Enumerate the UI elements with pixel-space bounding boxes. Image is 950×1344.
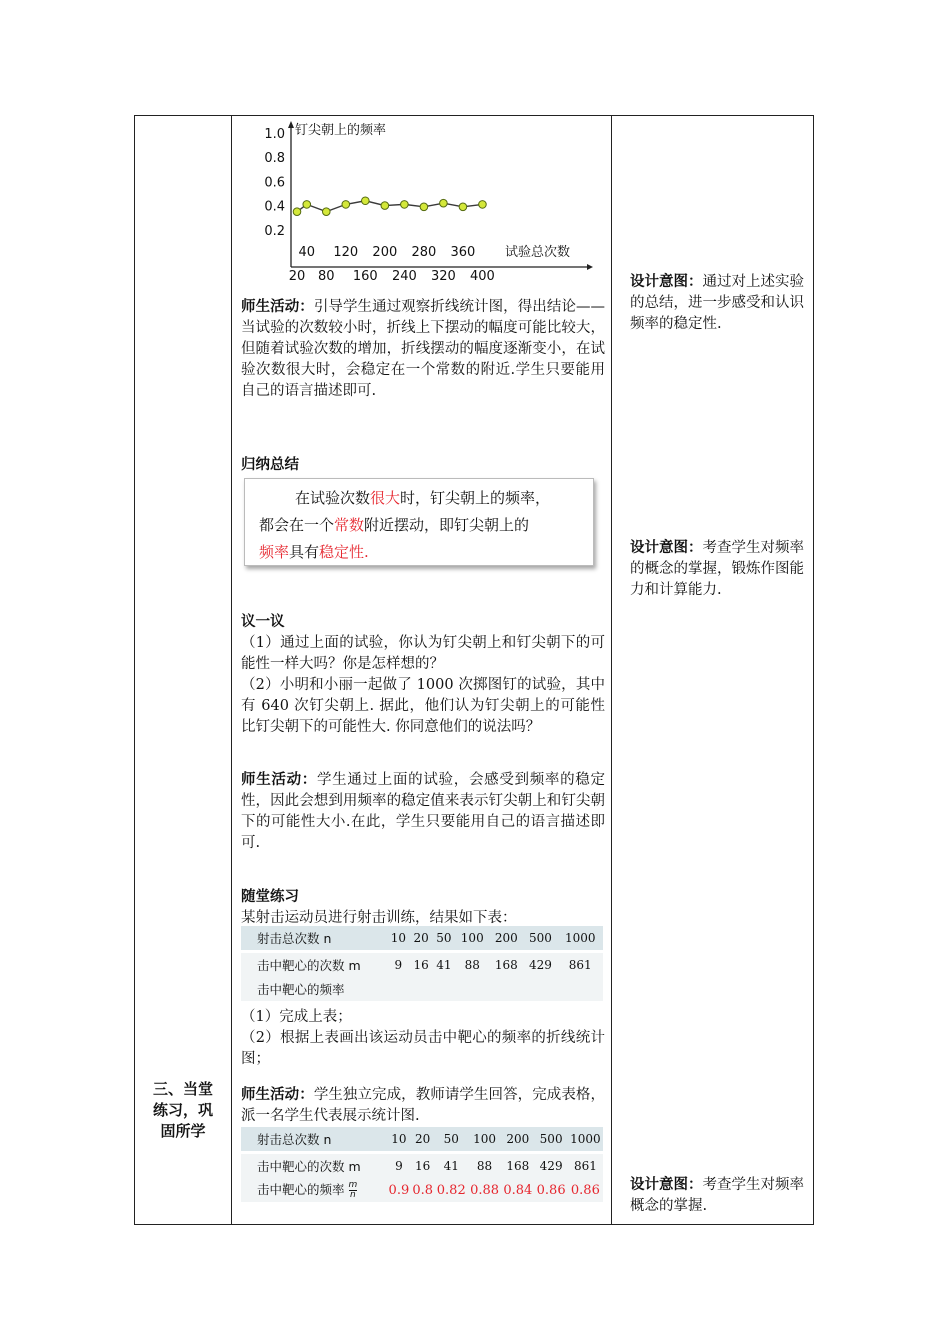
- data-point: [420, 203, 428, 211]
- table-cell: 0.9: [388, 1182, 410, 1198]
- x-tick-label: 240: [391, 269, 417, 284]
- practice-task-1: （1）完成上表；: [241, 1009, 352, 1025]
- x-tick-label: 80: [318, 269, 335, 284]
- practice-section: [241, 887, 605, 929]
- x-tick-label: 280: [411, 245, 437, 260]
- practice-intro: 某射击运动员进行射击训练，结果如下表：: [241, 910, 517, 926]
- x-tick-label: 200: [372, 245, 398, 260]
- table-cell: 0.86: [570, 1182, 600, 1198]
- discuss-question-2: （2）小明和小丽一起做了 1000 次掷图钉的试验，其中有 640 次钉尖朝上. 据此，他们认为钉尖朝上的可能性比钉尖朝下的可能性大. 你同意他们的说法吗？: [241, 677, 605, 735]
- activity-1: [241, 297, 605, 402]
- summary-highlight: 频率: [259, 543, 290, 561]
- table-cell: 1000: [568, 1127, 603, 1151]
- table-cell: 16: [415, 1159, 431, 1173]
- row-label-text: 击中靶心的频率: [257, 1182, 345, 1197]
- summary-highlight: 常数: [334, 516, 365, 534]
- stage-label: 三、当堂练习，巩固所学: [152, 1080, 213, 1140]
- practice-task-2: （2）根据上表画出该运动员击中靶心的频率的折线统计图；: [241, 1030, 605, 1067]
- table-row: [241, 1178, 603, 1202]
- design-intent-label: 设计意图：: [630, 1177, 703, 1193]
- table-cell: 500: [523, 926, 557, 950]
- x-axis-arrow: [587, 264, 593, 270]
- table-cell: 10: [387, 926, 410, 950]
- table-cell: 861: [573, 1159, 597, 1173]
- activity-2: [241, 770, 605, 854]
- x-tick-label: 120: [333, 245, 359, 260]
- summary-text: 附近摆动，即钉尖朝上的: [364, 516, 530, 534]
- table-row: [241, 977, 603, 1001]
- practice-heading: 随堂练习: [241, 889, 299, 905]
- table-cell: 41: [443, 1159, 459, 1173]
- activity-2-text: 学生通过上面的试验，会感受到频率的稳定性，因此会想到用频率的稳定值来表示钉尖朝上和钉尖朝下的可能性大小.在此，学生只要能用自己的语言描述即可.: [241, 772, 606, 851]
- activity-1-label: 师生活动：: [241, 299, 314, 315]
- table-cell: 100: [455, 926, 489, 950]
- table-cell: 50: [432, 926, 455, 950]
- table-row-label: 射击总次数 n: [241, 1127, 387, 1151]
- fraction-numerator: m: [348, 1180, 358, 1190]
- design-intent-label: 设计意图：: [630, 540, 703, 556]
- summary-line-2: [259, 512, 579, 539]
- summary-line-1: [259, 485, 579, 512]
- lesson-table: [134, 115, 814, 1225]
- table-cell: 0.88: [470, 1182, 500, 1198]
- activity-3-label: 师生活动：: [241, 1087, 314, 1103]
- design-intent-label: 设计意图：: [630, 274, 703, 290]
- fraction-m-over-n: [349, 1181, 358, 1200]
- table-cell: 9: [395, 1159, 403, 1173]
- design-intent-text: 考查学生对频率的概念的掌握，锻炼作图能力和计算能力.: [630, 540, 804, 598]
- table-cell: 20: [411, 1127, 435, 1151]
- table-cell: 200: [501, 1127, 534, 1151]
- table-cell: 10: [387, 1127, 411, 1151]
- table-row: [241, 926, 603, 950]
- data-point: [303, 201, 311, 209]
- frequency-line-chart: [241, 119, 601, 284]
- data-point: [401, 201, 409, 209]
- summary-text: 都会在一个: [259, 516, 335, 534]
- summary-line-3: [259, 539, 579, 566]
- y-tick-label: 0.6: [264, 175, 285, 191]
- y-tick-label: 1.0: [264, 127, 285, 142]
- table-row-label: [241, 1178, 387, 1202]
- data-point: [342, 201, 350, 209]
- activity-2-label: 师生活动：: [241, 772, 317, 788]
- table-cell: 1000: [557, 926, 603, 950]
- design-intent-text: 考查学生对频率概念的掌握.: [630, 1177, 804, 1214]
- data-point: [459, 203, 467, 211]
- table-cell: 9: [394, 958, 403, 972]
- activity-3: [241, 1085, 605, 1127]
- summary-text: 在试验次数: [295, 489, 371, 507]
- discuss-heading: 议一议: [241, 614, 285, 630]
- y-tick-label: 0.2: [264, 223, 285, 239]
- table-cell: 50: [435, 1127, 468, 1151]
- data-point: [440, 199, 448, 207]
- discuss-question-1: （1）通过上面的试验，你认为钉尖朝上和钉尖朝下的可能性一样大吗？你是怎样想的？: [241, 635, 605, 672]
- x-tick-label: 400: [470, 269, 495, 284]
- table-cell: 20: [410, 926, 433, 950]
- x-tick-label: 320: [430, 269, 456, 284]
- table-cell: 429: [539, 1159, 563, 1173]
- table-cell: 168: [494, 958, 518, 972]
- data-point: [381, 202, 389, 210]
- summary-text: 具有: [289, 543, 320, 561]
- column-divider-left: [231, 116, 232, 1224]
- x-tick-label: 20: [288, 269, 306, 284]
- table-cell: 200: [489, 926, 523, 950]
- design-intent-3: [621, 1175, 815, 1217]
- summary-highlight: 很大: [370, 489, 401, 507]
- x-axis-title: 试验总次数: [505, 245, 571, 260]
- table-cell: 500: [534, 1127, 567, 1151]
- practice-table-answer: [241, 1127, 603, 1202]
- y-tick-label: 0.8: [264, 151, 285, 167]
- table-row: [241, 953, 603, 977]
- data-point: [322, 208, 330, 216]
- x-tick-label: 160: [352, 269, 378, 284]
- y-axis-title: 钉尖朝上的频率: [295, 123, 387, 138]
- y-axis-arrow: [288, 121, 294, 128]
- table-cell: 16: [413, 958, 429, 972]
- table-cell: 41: [436, 958, 452, 972]
- table-cell: 168: [506, 1159, 530, 1173]
- column-divider-right: [611, 116, 612, 1224]
- summary-box: [244, 478, 594, 566]
- table-cell: 100: [468, 1127, 501, 1151]
- data-point: [293, 208, 301, 216]
- table-cell: 0.82: [436, 1182, 466, 1198]
- design-intent-text: 通过对上述实验的总结，进一步感受和认识频率的稳定性.: [630, 274, 804, 332]
- summary-heading: 归纳总结: [241, 457, 299, 473]
- activity-3-text: 学生独立完成，教师请学生回答，完成表格，派一名学生代表展示统计图.: [241, 1087, 605, 1124]
- table-row-label: 击中靶心的次数 m: [257, 1159, 361, 1174]
- table-cell: 861: [568, 958, 592, 972]
- design-intent-2: [621, 538, 815, 601]
- table-cell: 429: [528, 958, 552, 972]
- practice-tasks: [241, 1007, 605, 1070]
- table-row-label: 击中靶心的次数 m: [257, 958, 361, 973]
- y-tick-label: 0.4: [264, 199, 285, 215]
- table-row-label: 射击总次数 n: [241, 926, 387, 950]
- x-tick-label: 360: [450, 245, 476, 260]
- table-cell: 0.84: [503, 1182, 533, 1198]
- summary-highlight: 稳定性.: [319, 543, 369, 561]
- table-row: [241, 1154, 603, 1178]
- data-point: [362, 197, 370, 205]
- activity-1-text: 引导学生通过观察折线统计图，得出结论——当试验的次数较小时，折线上下摆动的幅度可能比较大，但随着试验次数的增加，折线摆动的幅度逐渐变小，在试验次数很大时，会稳定在一个常数的附近.学生只要能用自己的语言描述即可.: [241, 299, 606, 399]
- data-point: [479, 201, 487, 209]
- table-cell: 88: [476, 1159, 493, 1173]
- discuss-section: [241, 612, 605, 738]
- table-cell: 0.8: [412, 1182, 434, 1198]
- summary-text: 时，钉尖朝上的频率，: [400, 489, 551, 507]
- fraction-denominator: n: [350, 1190, 356, 1200]
- table-row: [241, 1127, 603, 1151]
- table-row-label: 击中靶心的频率: [257, 982, 345, 997]
- table-cell: 88: [464, 958, 480, 972]
- design-intent-1: [621, 272, 815, 335]
- x-tick-label: 40: [298, 245, 316, 260]
- practice-table-blank: [241, 926, 603, 1001]
- table-cell: 0.86: [536, 1182, 566, 1198]
